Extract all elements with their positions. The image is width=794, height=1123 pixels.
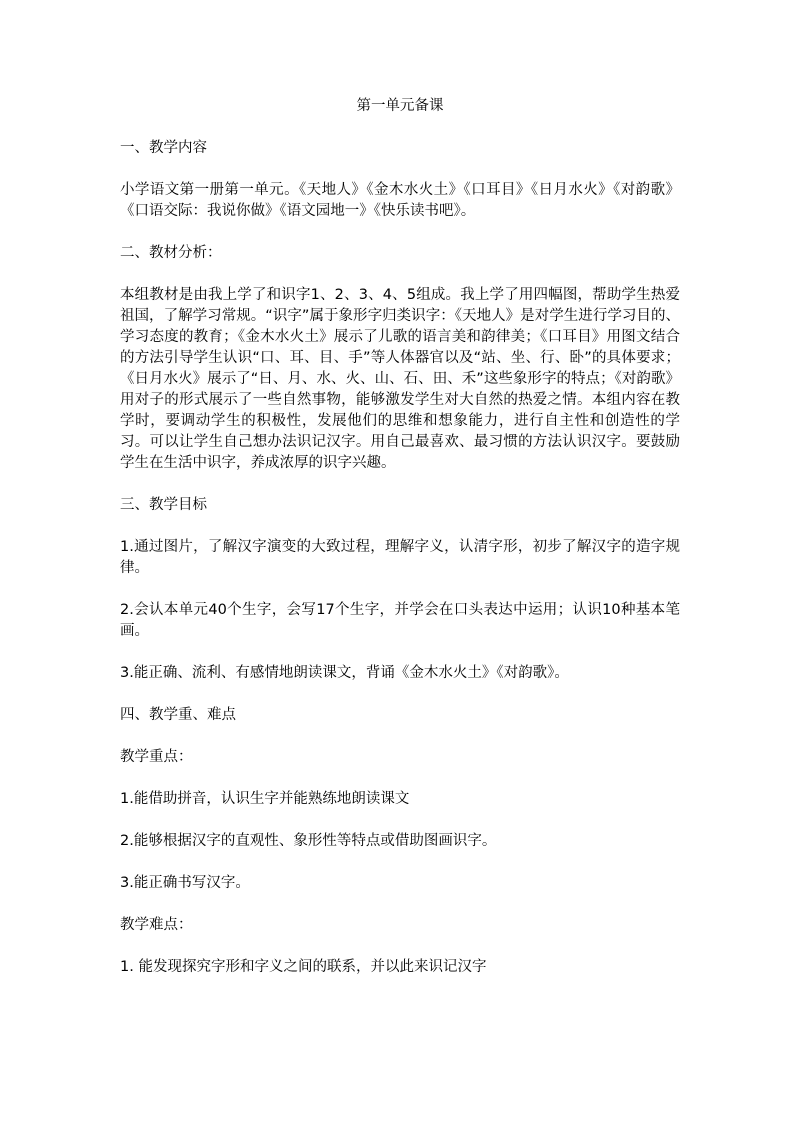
difficult-points-heading: 教学难点： <box>120 917 193 933</box>
teaching-goal-2: 2.会认本单元40个生字，会写17个生字，并学会在口头表达中运用；认识10种基本笔画。 <box>120 602 680 639</box>
teaching-goal-3: 3.能正确、流利、有感情地朗读课文，背诵《金木水火土》《对韵歌》。 <box>120 665 569 681</box>
teaching-goal-1: 1.通过图片，了解汉字演变的大致过程，理解字义，认清字形，初步了解汉字的造字规律。 <box>120 539 680 576</box>
key-point-1: 1.能借助拼音，认识生字并能熟练地朗读课文 <box>120 791 410 807</box>
difficult-point-1: 1. 能发现探究字形和字义之间的联系，并以此来识记汉字 <box>120 959 487 975</box>
material-analysis-paragraph: 本组教材是由我上学了和识字1、2、3、4、5组成。我上学了用四幅图，帮助学生热爱祖国，了解学习常规。“识字”属于象形字归类识字：《天地人》是对学生进行学习目的、学习态度的教育；《金木水火土》展示了儿歌的语言美和韵律美；《口耳目》用图文结合的方法引导学生认识“口、耳、目、手”等人体器官以及“站、坐、行、卧”的具体要求；《日月水火》展示了“日、月、水、火、山、石、田、禾”这些象形字的特点；《对韵歌》用对子的形式展示了一些自然事物，能够激发学生对大自然的热爱之情。本组内容在教学时，要调动学生的积极性，发展他们的思维和想象能力，进行自主性和创造性的学习。可以让学生自己想办法识记汉字。用自己最喜欢、最习惯的方法认识汉字。要鼓励学生在生活中识字，养成浓厚的识字兴趣。 <box>120 287 680 471</box>
key-points-heading: 教学重点： <box>120 749 193 765</box>
key-point-3: 3.能正确书写汉字。 <box>120 875 250 891</box>
section-heading-key-difficult-points: 四、教学重、难点 <box>120 707 236 723</box>
section-heading-teaching-content: 一、教学内容 <box>120 140 207 156</box>
document-title: 第一单元备课 <box>356 98 444 114</box>
teaching-content-paragraph: 小学语文第一册第一单元。《天地人》《金木水火土》《口耳目》《日月水火》《对韵歌》《口语交际：我说你做》《语文园地一》《快乐读书吧》。 <box>120 182 680 219</box>
key-point-2: 2.能够根据汉字的直观性、象形性等特点或借助图画识字。 <box>120 833 497 849</box>
section-heading-material-analysis: 二、教材分析： <box>120 245 222 261</box>
document-page <box>120 96 680 978</box>
section-heading-teaching-goals: 三、教学目标 <box>120 497 207 513</box>
